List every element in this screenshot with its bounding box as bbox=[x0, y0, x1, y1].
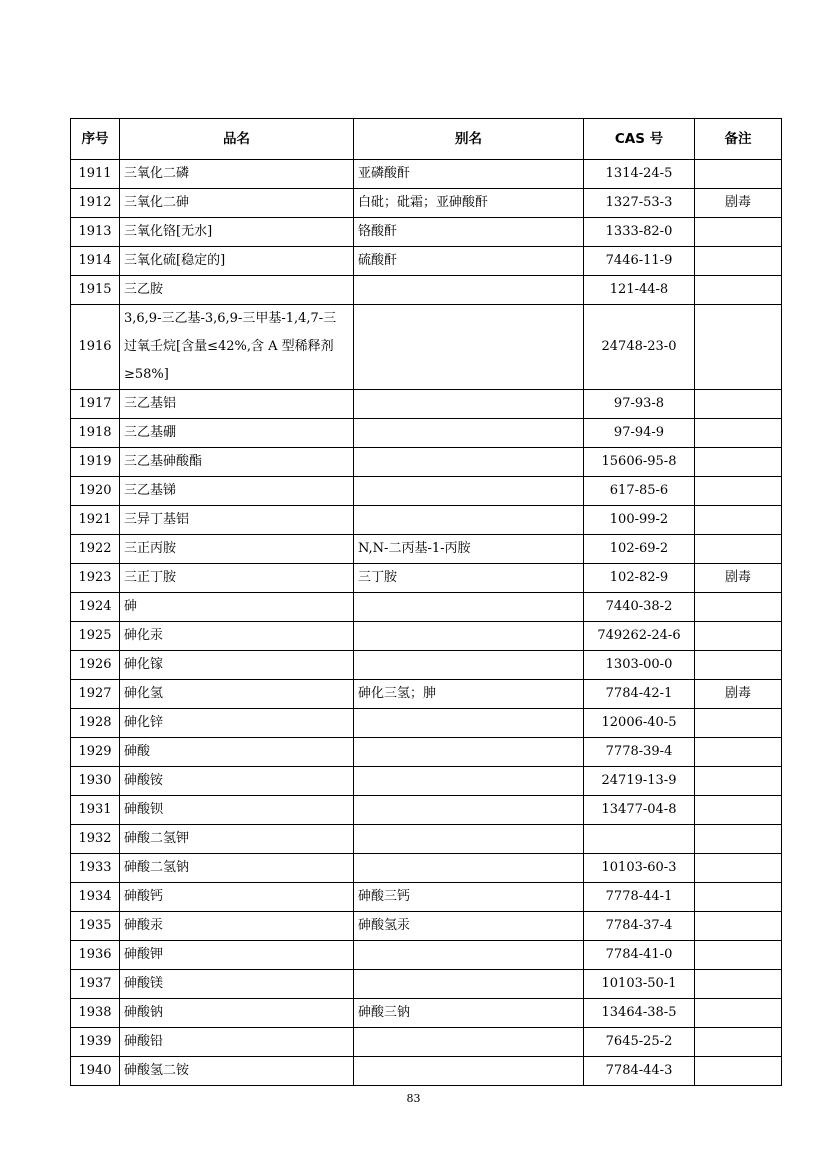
cell-note bbox=[695, 593, 782, 622]
cell-alias bbox=[354, 709, 584, 738]
cell-name: 砷酸汞 bbox=[120, 912, 354, 941]
cell-name: 三正丁胺 bbox=[120, 564, 354, 593]
table-row bbox=[71, 796, 782, 825]
table-row bbox=[71, 390, 782, 419]
cell-alias bbox=[354, 825, 584, 854]
cell-alias: N,N-二丙基-1-丙胺 bbox=[354, 535, 584, 564]
cell-no: 1917 bbox=[71, 390, 120, 419]
cell-note bbox=[695, 622, 782, 651]
cell-cas: 100-99-2 bbox=[584, 506, 695, 535]
cell-no: 1914 bbox=[71, 247, 120, 276]
cell-note bbox=[695, 999, 782, 1028]
cell-no: 1921 bbox=[71, 506, 120, 535]
cell-alias: 亚磷酸酐 bbox=[354, 160, 584, 189]
table-row bbox=[71, 651, 782, 680]
table-row bbox=[71, 883, 782, 912]
table-row bbox=[71, 535, 782, 564]
table-row bbox=[71, 419, 782, 448]
cell-name: 三异丁基铝 bbox=[120, 506, 354, 535]
cell-name: 砷酸钾 bbox=[120, 941, 354, 970]
table-row bbox=[71, 564, 782, 593]
cell-cas: 617-85-6 bbox=[584, 477, 695, 506]
cell-no: 1925 bbox=[71, 622, 120, 651]
cell-cas: 1333-82-0 bbox=[584, 218, 695, 247]
cell-cas: 1327-53-3 bbox=[584, 189, 695, 218]
cell-note bbox=[695, 390, 782, 419]
cell-name: 砷酸二氢钾 bbox=[120, 825, 354, 854]
header-no: 序号 bbox=[71, 119, 120, 160]
cell-alias bbox=[354, 276, 584, 305]
cell-no: 1937 bbox=[71, 970, 120, 999]
table-row bbox=[71, 1028, 782, 1057]
cell-note bbox=[695, 1028, 782, 1057]
table-row bbox=[71, 247, 782, 276]
cell-note bbox=[695, 854, 782, 883]
cell-no: 1915 bbox=[71, 276, 120, 305]
cell-alias bbox=[354, 305, 584, 390]
cell-alias bbox=[354, 419, 584, 448]
cell-name: 砷酸钙 bbox=[120, 883, 354, 912]
cell-note bbox=[695, 738, 782, 767]
cell-no: 1935 bbox=[71, 912, 120, 941]
cell-alias: 铬酸酐 bbox=[354, 218, 584, 247]
cell-alias bbox=[354, 390, 584, 419]
cell-name: 砷 bbox=[120, 593, 354, 622]
cell-alias bbox=[354, 622, 584, 651]
cell-no: 1933 bbox=[71, 854, 120, 883]
cell-name: 砷化氢 bbox=[120, 680, 354, 709]
table-row bbox=[71, 709, 782, 738]
cell-name: 砷酸 bbox=[120, 738, 354, 767]
cell-note bbox=[695, 419, 782, 448]
table-row bbox=[71, 912, 782, 941]
cell-no: 1913 bbox=[71, 218, 120, 247]
cell-name: 三氧化铬[无水] bbox=[120, 218, 354, 247]
cell-note bbox=[695, 247, 782, 276]
header-name: 品名 bbox=[120, 119, 354, 160]
cell-note bbox=[695, 709, 782, 738]
cell-cas: 1314-24-5 bbox=[584, 160, 695, 189]
cell-name: 三乙基锑 bbox=[120, 477, 354, 506]
cell-note bbox=[695, 160, 782, 189]
cell-name: 三乙基铝 bbox=[120, 390, 354, 419]
cell-name: 砷酸镁 bbox=[120, 970, 354, 999]
cell-name: 砷化汞 bbox=[120, 622, 354, 651]
cell-note bbox=[695, 651, 782, 680]
cell-cas: 12006-40-5 bbox=[584, 709, 695, 738]
cell-alias bbox=[354, 970, 584, 999]
cell-note bbox=[695, 535, 782, 564]
cell-cas: 7784-41-0 bbox=[584, 941, 695, 970]
table-row bbox=[71, 448, 782, 477]
cell-no: 1918 bbox=[71, 419, 120, 448]
cell-name: 砷化镓 bbox=[120, 651, 354, 680]
cell-no: 1938 bbox=[71, 999, 120, 1028]
cell-alias: 砷化三氢；胂 bbox=[354, 680, 584, 709]
cell-cas: 97-94-9 bbox=[584, 419, 695, 448]
header-cas: CAS 号 bbox=[584, 119, 695, 160]
cell-name: 砷化锌 bbox=[120, 709, 354, 738]
cell-note bbox=[695, 941, 782, 970]
cell-no: 1911 bbox=[71, 160, 120, 189]
table-row bbox=[71, 189, 782, 218]
table-row bbox=[71, 593, 782, 622]
table-row bbox=[71, 305, 782, 390]
cell-no: 1930 bbox=[71, 767, 120, 796]
cell-name: 三乙基硼 bbox=[120, 419, 354, 448]
table-row bbox=[71, 218, 782, 247]
header-note: 备注 bbox=[695, 119, 782, 160]
cell-cas: 7440-38-2 bbox=[584, 593, 695, 622]
cell-cas: 749262-24-6 bbox=[584, 622, 695, 651]
cell-alias bbox=[354, 738, 584, 767]
cell-cas: 7784-42-1 bbox=[584, 680, 695, 709]
cell-cas: 7778-44-1 bbox=[584, 883, 695, 912]
cell-alias bbox=[354, 506, 584, 535]
cell-cas: 97-93-8 bbox=[584, 390, 695, 419]
cell-alias bbox=[354, 941, 584, 970]
table-header-row bbox=[71, 119, 782, 160]
cell-no: 1928 bbox=[71, 709, 120, 738]
table-row bbox=[71, 1057, 782, 1086]
cell-note bbox=[695, 477, 782, 506]
cell-cas: 1303-00-0 bbox=[584, 651, 695, 680]
cell-name: 三乙基砷酸酯 bbox=[120, 448, 354, 477]
cell-no: 1927 bbox=[71, 680, 120, 709]
table-row bbox=[71, 276, 782, 305]
table-row bbox=[71, 477, 782, 506]
cell-alias bbox=[354, 448, 584, 477]
cell-alias bbox=[354, 767, 584, 796]
cell-no: 1926 bbox=[71, 651, 120, 680]
cell-cas: 24719-13-9 bbox=[584, 767, 695, 796]
cell-no: 1932 bbox=[71, 825, 120, 854]
cell-cas: 13477-04-8 bbox=[584, 796, 695, 825]
cell-note: 剧毒 bbox=[695, 564, 782, 593]
table-row bbox=[71, 680, 782, 709]
cell-name: 3,6,9-三乙基-3,6,9-三甲基-1,4,7-三 过氧壬烷[含量≤42%,含 A 型稀释剂 ≥58%] bbox=[120, 305, 354, 390]
cell-note bbox=[695, 305, 782, 390]
cell-name: 三氧化二砷 bbox=[120, 189, 354, 218]
cell-no: 1940 bbox=[71, 1057, 120, 1086]
cell-cas: 7446-11-9 bbox=[584, 247, 695, 276]
cell-note bbox=[695, 1057, 782, 1086]
cell-no: 1929 bbox=[71, 738, 120, 767]
cell-alias: 砷酸三钠 bbox=[354, 999, 584, 1028]
table-row bbox=[71, 999, 782, 1028]
cell-note bbox=[695, 276, 782, 305]
cell-no: 1931 bbox=[71, 796, 120, 825]
cell-no: 1922 bbox=[71, 535, 120, 564]
cell-alias bbox=[354, 796, 584, 825]
cell-no: 1936 bbox=[71, 941, 120, 970]
cell-cas: 10103-60-3 bbox=[584, 854, 695, 883]
cell-cas: 24748-23-0 bbox=[584, 305, 695, 390]
cell-name: 三正丙胺 bbox=[120, 535, 354, 564]
cell-note bbox=[695, 796, 782, 825]
table-row bbox=[71, 160, 782, 189]
cell-cas: 102-69-2 bbox=[584, 535, 695, 564]
cell-alias bbox=[354, 651, 584, 680]
table-row bbox=[71, 622, 782, 651]
cell-alias bbox=[354, 593, 584, 622]
table-row bbox=[71, 941, 782, 970]
cell-note bbox=[695, 218, 782, 247]
cell-alias: 硫酸酐 bbox=[354, 247, 584, 276]
header-alias: 别名 bbox=[354, 119, 584, 160]
cell-name: 三氧化硫[稳定的] bbox=[120, 247, 354, 276]
cell-alias bbox=[354, 477, 584, 506]
cell-cas: 7784-44-3 bbox=[584, 1057, 695, 1086]
cell-name: 三乙胺 bbox=[120, 276, 354, 305]
cell-name: 砷酸铅 bbox=[120, 1028, 354, 1057]
cell-name: 三氧化二磷 bbox=[120, 160, 354, 189]
cell-note bbox=[695, 883, 782, 912]
cell-note bbox=[695, 767, 782, 796]
cell-alias bbox=[354, 854, 584, 883]
cell-no: 1924 bbox=[71, 593, 120, 622]
cell-name: 砷酸钠 bbox=[120, 999, 354, 1028]
table-row bbox=[71, 825, 782, 854]
cell-alias: 三丁胺 bbox=[354, 564, 584, 593]
cell-cas: 13464-38-5 bbox=[584, 999, 695, 1028]
cell-no: 1923 bbox=[71, 564, 120, 593]
table-row bbox=[71, 970, 782, 999]
table-row bbox=[71, 854, 782, 883]
cell-name: 砷酸钡 bbox=[120, 796, 354, 825]
cell-name: 砷酸铵 bbox=[120, 767, 354, 796]
cell-alias: 白砒；砒霜；亚砷酸酐 bbox=[354, 189, 584, 218]
cell-alias bbox=[354, 1057, 584, 1086]
cell-note bbox=[695, 912, 782, 941]
cell-no: 1939 bbox=[71, 1028, 120, 1057]
cell-note bbox=[695, 448, 782, 477]
cell-cas: 7778-39-4 bbox=[584, 738, 695, 767]
cell-note bbox=[695, 970, 782, 999]
cell-alias: 砷酸三钙 bbox=[354, 883, 584, 912]
cell-no: 1934 bbox=[71, 883, 120, 912]
cell-no: 1919 bbox=[71, 448, 120, 477]
cell-note: 剧毒 bbox=[695, 680, 782, 709]
cell-cas: 7645-25-2 bbox=[584, 1028, 695, 1057]
table-body bbox=[71, 160, 782, 1086]
cell-no: 1916 bbox=[71, 305, 120, 390]
cell-cas: 7784-37-4 bbox=[584, 912, 695, 941]
cell-cas: 10103-50-1 bbox=[584, 970, 695, 999]
cell-alias bbox=[354, 1028, 584, 1057]
table-row bbox=[71, 506, 782, 535]
cell-note bbox=[695, 506, 782, 535]
cell-cas bbox=[584, 825, 695, 854]
page-number: 83 bbox=[406, 1092, 421, 1105]
table-row bbox=[71, 767, 782, 796]
cell-cas: 121-44-8 bbox=[584, 276, 695, 305]
cell-name: 砷酸氢二铵 bbox=[120, 1057, 354, 1086]
cell-no: 1912 bbox=[71, 189, 120, 218]
cell-note bbox=[695, 825, 782, 854]
cell-alias: 砷酸氢汞 bbox=[354, 912, 584, 941]
chemical-table bbox=[70, 118, 782, 1086]
cell-no: 1920 bbox=[71, 477, 120, 506]
cell-cas: 15606-95-8 bbox=[584, 448, 695, 477]
cell-cas: 102-82-9 bbox=[584, 564, 695, 593]
cell-name: 砷酸二氢钠 bbox=[120, 854, 354, 883]
table-row bbox=[71, 738, 782, 767]
cell-note: 剧毒 bbox=[695, 189, 782, 218]
